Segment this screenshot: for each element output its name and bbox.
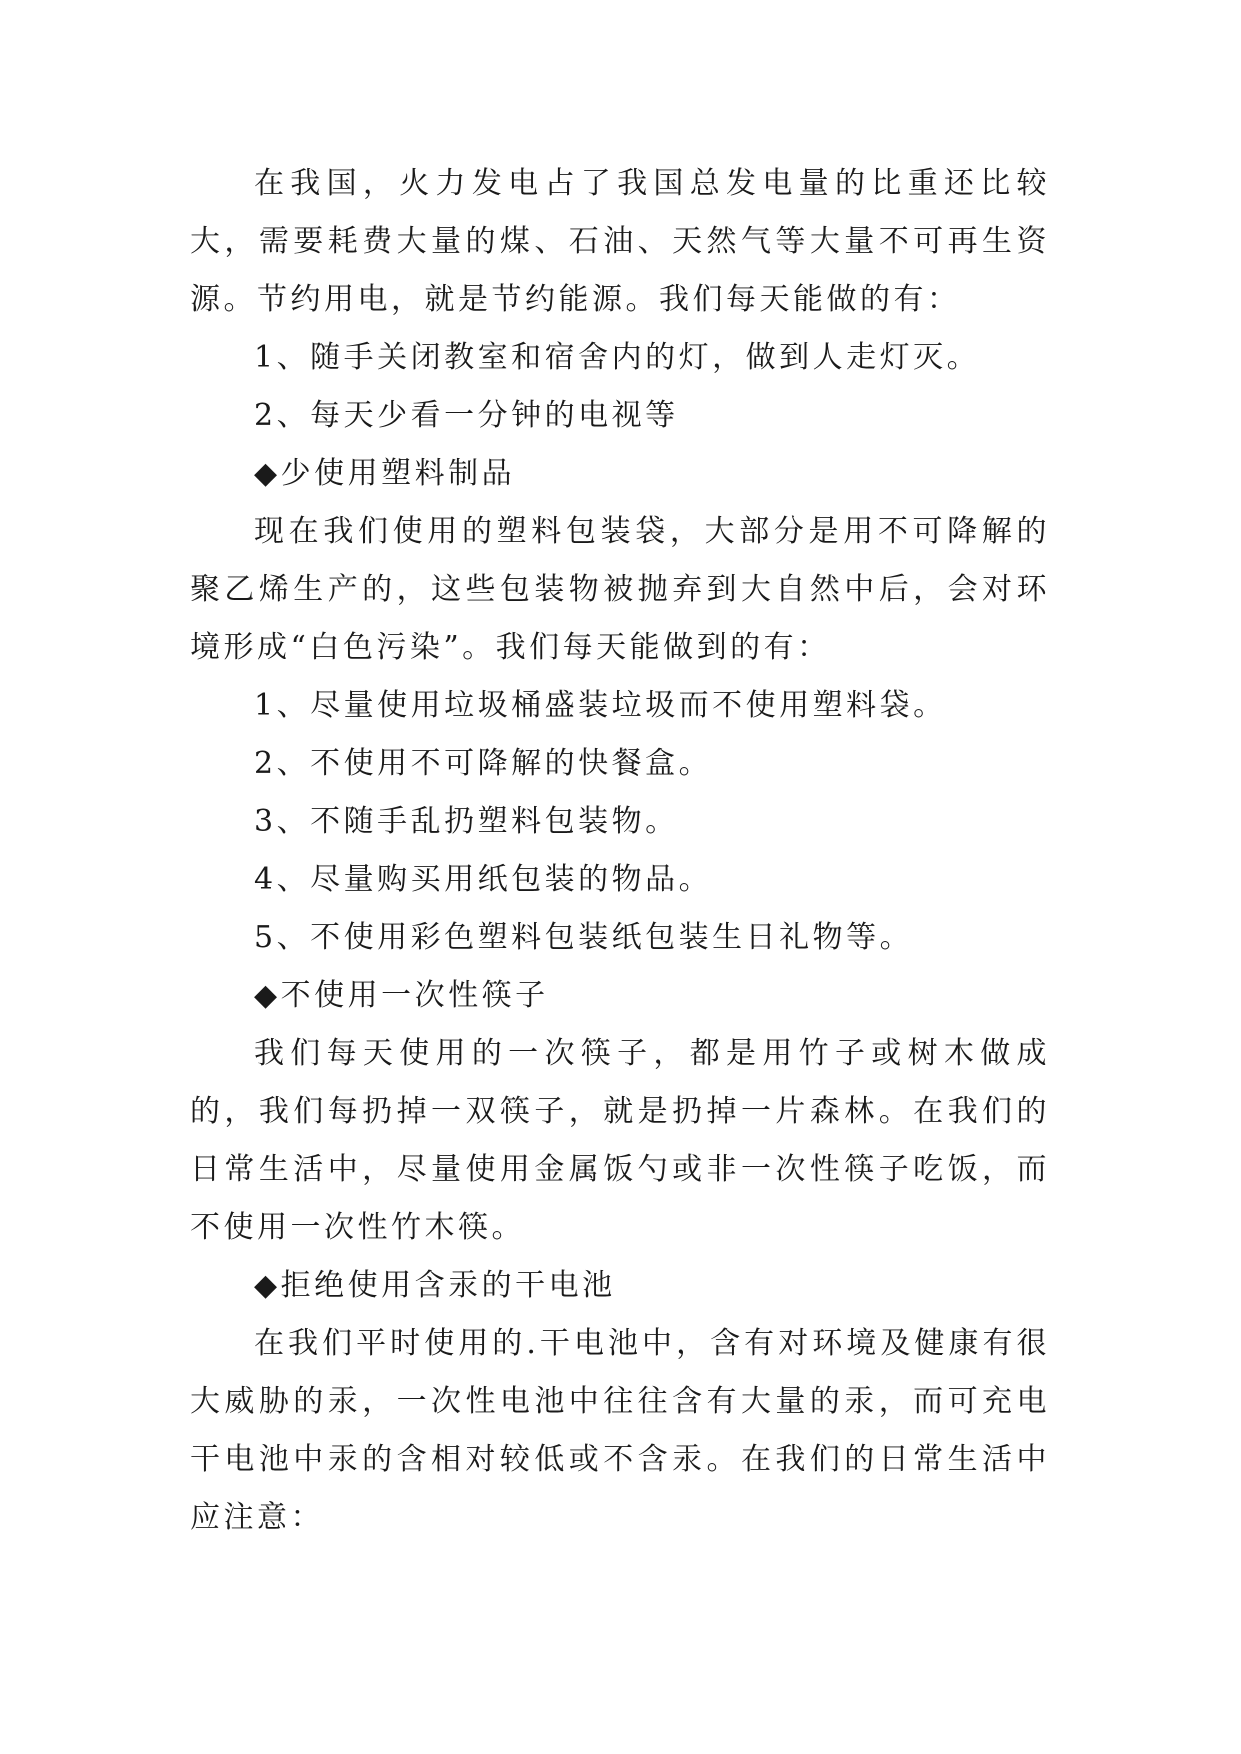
- section-heading-chopsticks: ◆不使用一次性筷子: [254, 978, 549, 1013]
- paragraph-batteries: 在我们平时使用的.干电池中，含有对环境及健康有很大威胁的汞，一次性电池中往往含有大量的汞，而可充电干电池中汞的含相对较低或不含汞。在我们的日常生活中应注意：: [190, 1326, 1050, 1535]
- list-item: 1、尽量使用垃圾桶盛装垃圾而不使用塑料袋。: [254, 688, 947, 723]
- list-item: 3、不随手乱扔塑料包装物。: [254, 804, 679, 839]
- list-item: 1、随手关闭教室和宿舍内的灯，做到人走灯灭。: [254, 340, 981, 375]
- section-heading-batteries: ◆拒绝使用含汞的干电池: [254, 1268, 616, 1303]
- paragraph-chopsticks: 我们每天使用的一次筷子，都是用竹子或树木做成的，我们每扔掉一双筷子，就是扔掉一片森林。在我们的日常生活中，尽量使用金属饭勺或非一次性筷子吃饭，而不使用一次性竹木筷。: [190, 1036, 1050, 1245]
- list-item: 5、不使用彩色塑料包装纸包装生日礼物等。: [254, 920, 914, 955]
- paragraph-electricity-intro: 在我国，火力发电占了我国总发电量的比重还比较大，需要耗费大量的煤、石油、天然气等大量不可再生资源。节约用电，就是节约能源。我们每天能做的有：: [190, 166, 1050, 317]
- paragraph-plastics-intro: 现在我们使用的塑料包装袋，大部分是用不可降解的聚乙烯生产的，这些包装物被抛弃到大自然中后，会对环境形成“白色污染”。我们每天能做到的有：: [190, 514, 1050, 665]
- list-item: 4、尽量购买用纸包装的物品。: [254, 862, 713, 897]
- section-heading-plastics: ◆少使用塑料制品: [254, 456, 516, 491]
- list-item: 2、不使用不可降解的快餐盒。: [254, 746, 713, 781]
- list-item: 2、每天少看一分钟的电视等: [254, 398, 679, 433]
- document-body: [190, 155, 1050, 1547]
